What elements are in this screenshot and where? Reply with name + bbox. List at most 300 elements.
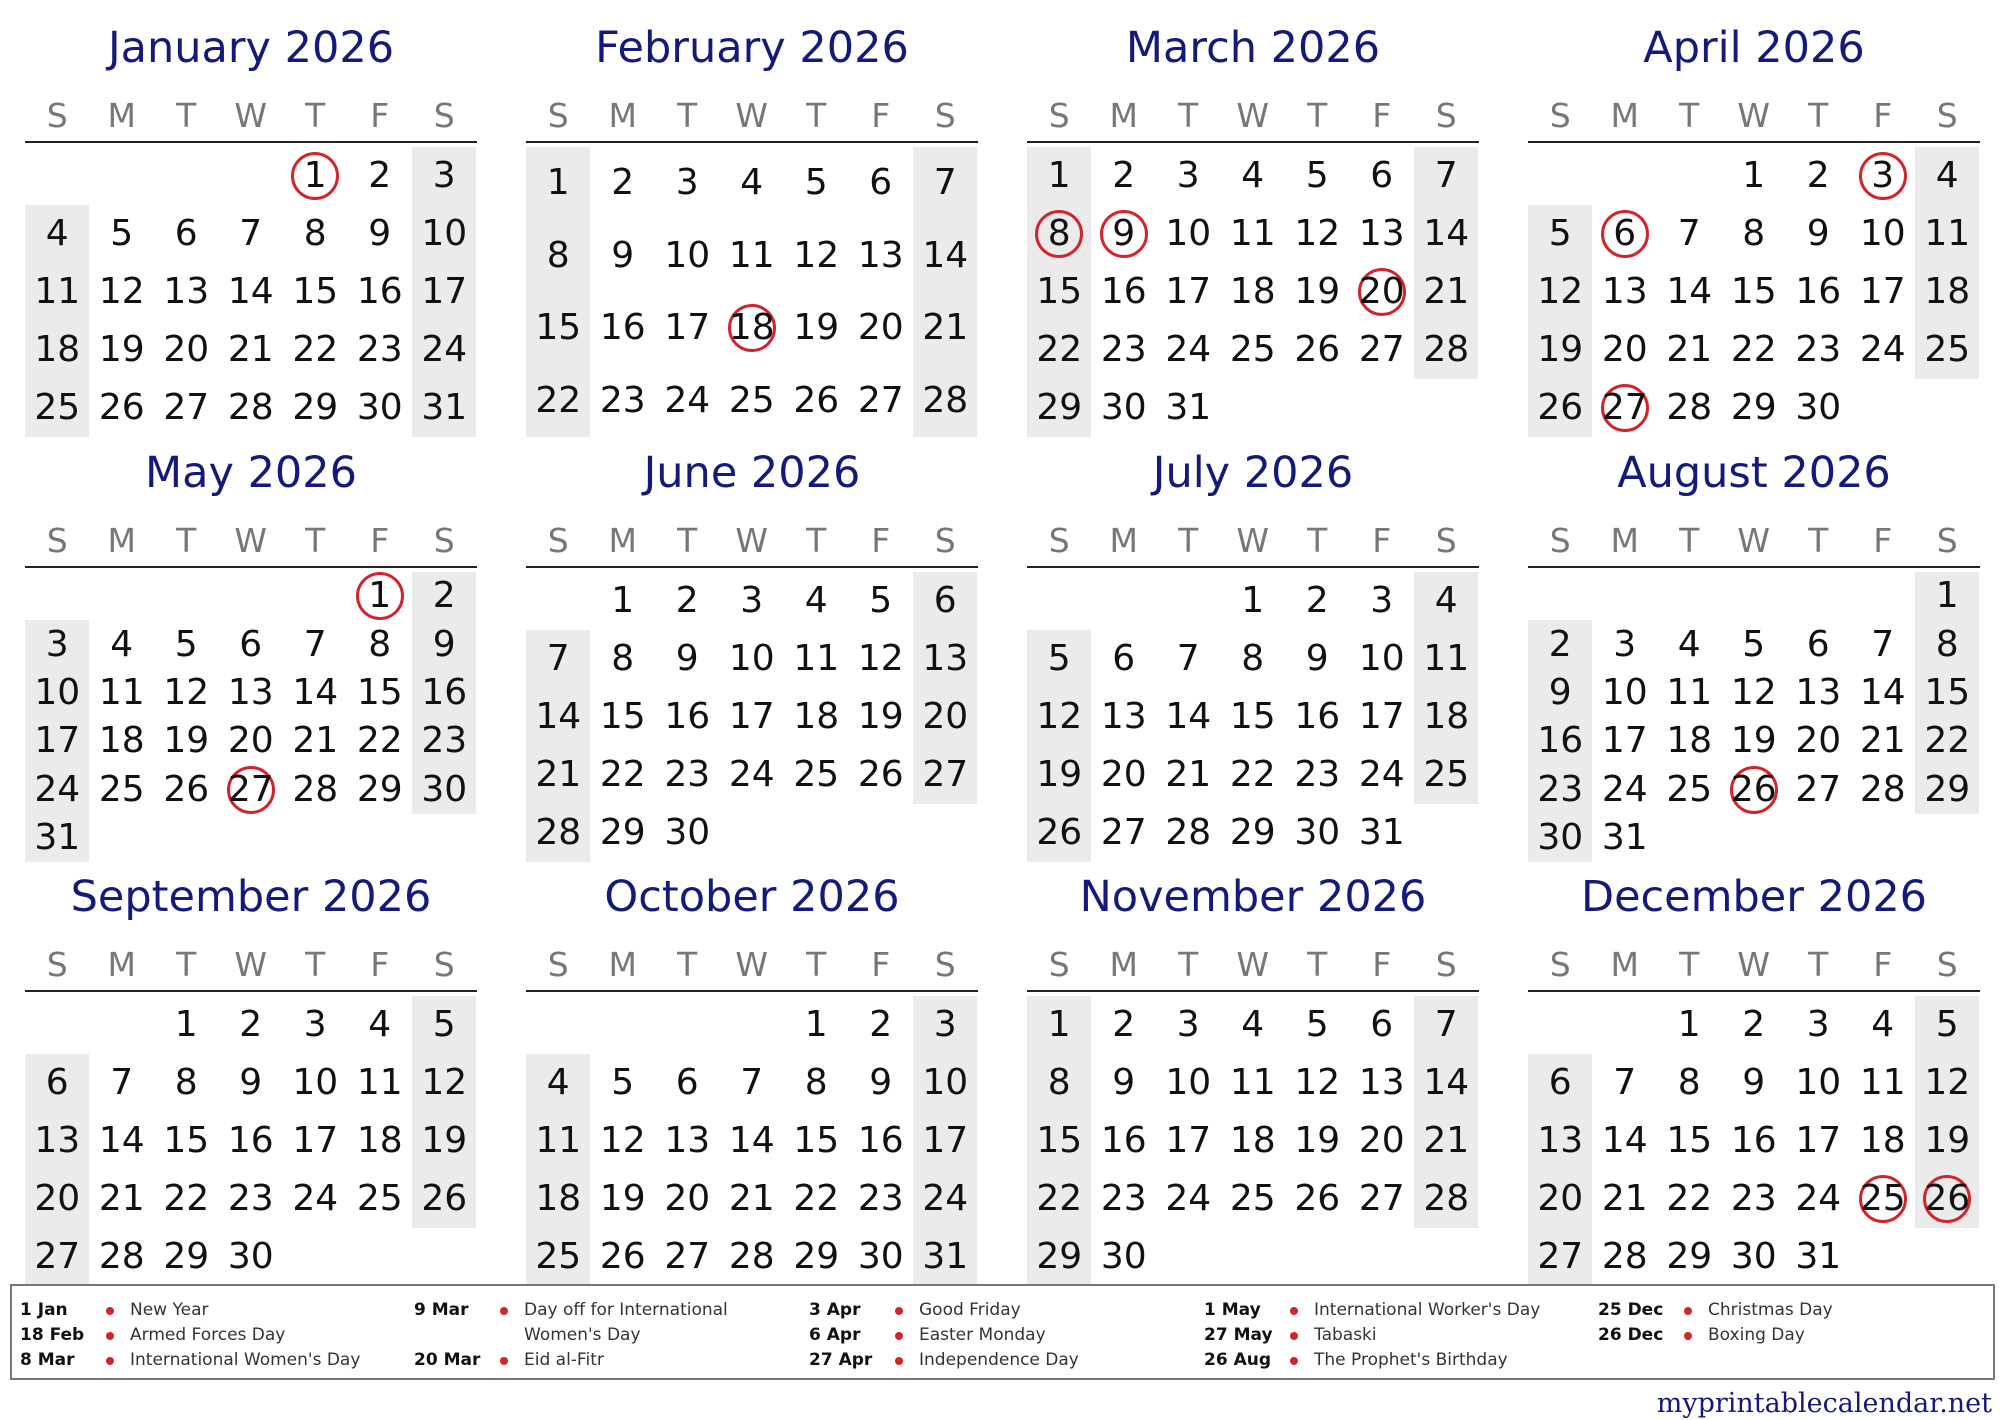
day-cell: 18	[1229, 1120, 1276, 1161]
day-cell: 29	[356, 768, 403, 810]
day-cell: 22	[1229, 754, 1276, 795]
header-rule	[25, 566, 477, 568]
day-cell: 16	[664, 696, 711, 737]
day-cell: 26	[1294, 329, 1341, 370]
day-cell: 6	[1806, 623, 1830, 665]
day-cell: 25	[535, 1236, 582, 1277]
holiday-dot-icon	[1290, 1307, 1298, 1315]
day-cell: 29	[1924, 768, 1971, 810]
day-cell: 10	[1165, 213, 1212, 254]
weekday-header: M	[107, 521, 136, 560]
day-cell: 15	[163, 1120, 210, 1161]
day-cell: 27	[1601, 387, 1648, 428]
weekday-header: T	[305, 521, 326, 560]
legend-holiday-name: Easter Monday	[919, 1325, 1046, 1345]
day-cell: 25	[356, 1178, 403, 1219]
day-cell: 17	[1358, 696, 1405, 737]
day-cell: 12	[1294, 213, 1341, 254]
day-cell: 17	[1165, 1120, 1212, 1161]
weekday-header: S	[1936, 96, 1958, 135]
day-cell: 26	[793, 379, 840, 421]
day-cell: 31	[421, 387, 468, 428]
day-cell: 31	[1165, 387, 1212, 428]
site-watermark[interactable]: myprintablecalendar.net	[1656, 1388, 1992, 1419]
day-cell: 12	[1036, 696, 1083, 737]
day-cell: 21	[1423, 271, 1470, 312]
day-cell: 13	[1601, 271, 1648, 312]
day-cell: 14	[1165, 696, 1212, 737]
day-cell: 26	[1537, 387, 1584, 428]
legend-date: 6 Apr	[809, 1325, 861, 1345]
day-cell: 23	[1100, 329, 1147, 370]
weekday-header: M	[1109, 96, 1138, 135]
day-cell: 27	[1358, 1178, 1405, 1219]
day-cell: 7	[1677, 213, 1701, 254]
day-cell: 5	[1305, 155, 1329, 196]
day-cell: 31	[1358, 812, 1405, 853]
day-cell: 7	[1434, 1004, 1458, 1045]
day-cell: 21	[1859, 720, 1906, 762]
day-cell: 25	[1229, 1178, 1276, 1219]
day-cell: 18	[1666, 720, 1713, 762]
holiday-dot-icon	[1290, 1332, 1298, 1340]
day-cell: 2	[432, 575, 456, 617]
day-cell: 2	[869, 1004, 893, 1045]
day-cell: 9	[239, 1062, 263, 1103]
day-cell: 11	[356, 1062, 403, 1103]
weekday-header: S	[547, 945, 569, 984]
weekday-header: S	[433, 945, 455, 984]
legend-holiday-name: Independence Day	[919, 1350, 1079, 1370]
day-cell: 2	[1742, 1004, 1766, 1045]
legend-holiday-name: Armed Forces Day	[130, 1325, 286, 1345]
day-cell: 7	[110, 1062, 134, 1103]
day-cell: 13	[1795, 671, 1842, 713]
day-cell: 20	[664, 1178, 711, 1219]
day-cell: 26	[857, 754, 904, 795]
legend-date: 18 Feb	[20, 1325, 85, 1345]
day-cell: 25	[34, 387, 81, 428]
day-cell: 18	[34, 329, 81, 370]
day-cell: 7	[1613, 1062, 1637, 1103]
day-cell: 13	[1358, 1062, 1405, 1103]
day-cell: 22	[1036, 1178, 1083, 1219]
day-cell: 6	[45, 1062, 69, 1103]
month-title: September 2026	[70, 872, 432, 922]
day-cell: 15	[1229, 696, 1276, 737]
weekday-header: S	[1936, 521, 1958, 560]
header-rule	[25, 141, 477, 143]
day-cell: 8	[368, 623, 392, 665]
legend-entry	[1204, 1323, 1594, 1348]
day-cell: 1	[1047, 155, 1071, 196]
day-cell: 3	[1871, 155, 1895, 196]
weekday-header: M	[1109, 945, 1138, 984]
day-cell: 7	[303, 623, 327, 665]
weekday-header: S	[433, 521, 455, 560]
day-cell: 12	[163, 671, 210, 713]
day-cell: 28	[535, 812, 582, 853]
day-cell: 18	[535, 1178, 582, 1219]
day-cell: 23	[1100, 1178, 1147, 1219]
day-cell: 3	[432, 155, 456, 196]
legend-entry	[20, 1298, 410, 1323]
day-cell: 29	[599, 812, 646, 853]
day-cell: 20	[34, 1178, 81, 1219]
legend-column	[20, 1298, 410, 1373]
day-cell: 17	[292, 1120, 339, 1161]
day-cell: 18	[1423, 696, 1470, 737]
day-cell: 1	[303, 155, 327, 196]
day-cell: 23	[857, 1178, 904, 1219]
day-cell: 13	[922, 638, 969, 679]
weekday-header: T	[176, 521, 197, 560]
day-cell: 25	[793, 754, 840, 795]
day-cell: 3	[740, 580, 764, 621]
day-cell: 10	[728, 638, 775, 679]
legend-entry	[20, 1323, 410, 1348]
day-cell: 15	[1924, 671, 1971, 713]
month-title: January 2026	[107, 23, 395, 73]
day-cell: 21	[922, 307, 969, 349]
day-cell: 15	[356, 671, 403, 713]
weekday-header: S	[46, 945, 68, 984]
day-cell: 28	[292, 768, 339, 810]
day-cell: 4	[45, 213, 69, 254]
day-cell: 1	[1935, 575, 1959, 617]
day-cell: 9	[1806, 213, 1830, 254]
day-cell: 8	[1047, 1062, 1071, 1103]
day-cell: 13	[1358, 213, 1405, 254]
day-cell: 6	[1548, 1062, 1572, 1103]
day-cell: 12	[857, 638, 904, 679]
weekday-header: T	[1178, 521, 1199, 560]
day-cell: 4	[740, 162, 764, 204]
day-cell: 28	[1666, 387, 1713, 428]
day-cell: 10	[1859, 213, 1906, 254]
day-cell: 30	[421, 768, 468, 810]
day-cell: 19	[421, 1120, 468, 1161]
day-cell: 30	[1795, 387, 1842, 428]
day-cell: 18	[1924, 271, 1971, 312]
month-title: December 2026	[1580, 872, 1928, 922]
day-cell: 8	[1742, 213, 1766, 254]
day-cell: 3	[933, 1004, 957, 1045]
day-cell: 31	[1795, 1236, 1842, 1277]
weekday-header: S	[46, 521, 68, 560]
day-cell: 2	[368, 155, 392, 196]
legend-holiday-name: Boxing Day	[1708, 1325, 1805, 1345]
day-cell: 13	[1100, 696, 1147, 737]
day-cell: 12	[421, 1062, 468, 1103]
legend-holiday-name: Tabaski	[1314, 1325, 1377, 1345]
day-cell: 1	[804, 1004, 828, 1045]
weekday-header: F	[370, 521, 390, 560]
day-cell: 7	[740, 1062, 764, 1103]
day-cell: 23	[1537, 768, 1584, 810]
day-cell: 20	[922, 696, 969, 737]
legend-holiday-name: Good Friday	[919, 1300, 1021, 1320]
day-cell: 8	[1047, 213, 1071, 254]
weekday-header: S	[547, 521, 569, 560]
weekday-header: F	[871, 96, 891, 135]
day-cell: 14	[1423, 1062, 1470, 1103]
day-cell: 11	[1924, 213, 1971, 254]
day-cell: 6	[174, 213, 198, 254]
month-block	[25, 20, 477, 437]
day-cell: 5	[869, 580, 893, 621]
day-cell: 30	[1100, 1236, 1147, 1277]
day-cell: 8	[804, 1062, 828, 1103]
day-cell: 27	[664, 1236, 711, 1277]
holiday-dot-icon	[895, 1357, 903, 1365]
day-cell: 13	[664, 1120, 711, 1161]
day-cell: 5	[1047, 638, 1071, 679]
day-cell: 11	[793, 638, 840, 679]
day-cell: 17	[34, 720, 81, 762]
day-cell: 14	[535, 696, 582, 737]
day-cell: 5	[1935, 1004, 1959, 1045]
weekday-header: W	[1236, 945, 1270, 984]
month-title: March 2026	[1125, 23, 1381, 73]
day-cell: 11	[34, 271, 81, 312]
holiday-legend	[10, 1284, 1995, 1380]
day-cell: 22	[292, 329, 339, 370]
header-rule	[526, 566, 978, 568]
day-cell: 6	[869, 162, 893, 204]
day-cell: 29	[793, 1236, 840, 1277]
day-cell: 12	[1537, 271, 1584, 312]
weekday-header: S	[1435, 945, 1457, 984]
day-cell: 16	[227, 1120, 274, 1161]
day-cell: 22	[163, 1178, 210, 1219]
day-cell: 19	[1294, 1120, 1341, 1161]
day-cell: 23	[1294, 754, 1341, 795]
day-cell: 24	[1165, 1178, 1212, 1219]
day-cell: 4	[1871, 1004, 1895, 1045]
weekday-header: T	[806, 521, 827, 560]
day-cell: 25	[1666, 768, 1713, 810]
legend-holiday-name: Eid al-Fitr	[524, 1350, 604, 1370]
day-cell: 17	[421, 271, 468, 312]
weekday-header: S	[1549, 945, 1571, 984]
header-rule	[25, 990, 477, 992]
day-cell: 27	[857, 379, 904, 421]
weekday-header: F	[370, 945, 390, 984]
header-rule	[1528, 141, 1980, 143]
day-cell: 4	[1677, 623, 1701, 665]
day-cell: 20	[1537, 1178, 1584, 1219]
day-cell: 1	[1047, 1004, 1071, 1045]
day-cell: 30	[1100, 387, 1147, 428]
header-rule	[1027, 141, 1479, 143]
day-cell: 5	[432, 1004, 456, 1045]
day-cell: 11	[1229, 213, 1276, 254]
weekday-header: F	[1873, 945, 1893, 984]
day-cell: 30	[1294, 812, 1341, 853]
weekday-header: T	[305, 945, 326, 984]
weekday-header: T	[806, 945, 827, 984]
day-cell: 10	[34, 671, 81, 713]
day-cell: 24	[1795, 1178, 1842, 1219]
day-cell: 20	[227, 720, 274, 762]
day-cell: 9	[1112, 213, 1136, 254]
day-cell: 18	[1229, 271, 1276, 312]
day-cell: 28	[1601, 1236, 1648, 1277]
month-block	[25, 869, 477, 1286]
day-cell: 2	[1806, 155, 1830, 196]
weekday-header: S	[1549, 521, 1571, 560]
day-cell: 7	[1871, 623, 1895, 665]
day-cell: 27	[1537, 1236, 1584, 1277]
day-cell: 19	[1036, 754, 1083, 795]
day-cell: 27	[1358, 329, 1405, 370]
day-cell: 25	[1924, 329, 1971, 370]
day-cell: 1	[174, 1004, 198, 1045]
day-cell: 15	[292, 271, 339, 312]
day-cell: 7	[1176, 638, 1200, 679]
legend-column	[809, 1298, 1199, 1373]
day-cell: 3	[303, 1004, 327, 1045]
weekday-header: T	[176, 945, 197, 984]
day-cell: 25	[728, 379, 775, 421]
day-cell: 4	[1241, 155, 1265, 196]
day-cell: 12	[98, 271, 145, 312]
day-cell: 8	[1677, 1062, 1701, 1103]
day-cell: 28	[1423, 1178, 1470, 1219]
day-cell: 10	[922, 1062, 969, 1103]
month-block	[526, 445, 978, 862]
month-title: May 2026	[145, 448, 357, 498]
day-cell: 25	[1229, 329, 1276, 370]
day-cell: 10	[1165, 1062, 1212, 1103]
day-cell: 16	[421, 671, 468, 713]
day-cell: 20	[1358, 271, 1405, 312]
day-cell: 4	[1935, 155, 1959, 196]
day-cell: 27	[163, 387, 210, 428]
day-cell: 23	[227, 1178, 274, 1219]
weekday-header: M	[608, 96, 637, 135]
weekday-header: W	[234, 945, 268, 984]
day-cell: 29	[292, 387, 339, 428]
weekday-header: W	[1737, 945, 1771, 984]
day-cell: 10	[421, 213, 468, 254]
day-cell: 21	[1165, 754, 1212, 795]
weekday-header: W	[735, 96, 769, 135]
day-cell: 27	[227, 768, 274, 810]
day-cell: 28	[728, 1236, 775, 1277]
day-cell: 23	[421, 720, 468, 762]
day-cell: 23	[1795, 329, 1842, 370]
legend-column	[414, 1298, 804, 1373]
day-cell: 5	[611, 1062, 635, 1103]
day-cell: 22	[793, 1178, 840, 1219]
day-cell: 28	[98, 1236, 145, 1277]
day-cell: 24	[1601, 768, 1648, 810]
day-cell: 20	[1601, 329, 1648, 370]
legend-holiday-name: Women's Day	[524, 1325, 641, 1345]
day-cell: 26	[1730, 768, 1777, 810]
day-cell: 2	[1112, 155, 1136, 196]
day-cell: 7	[1434, 155, 1458, 196]
weekday-header: T	[677, 945, 698, 984]
day-cell: 11	[1859, 1062, 1906, 1103]
day-cell: 2	[1305, 580, 1329, 621]
legend-holiday-name: International Women's Day	[130, 1350, 361, 1370]
weekday-header: W	[1236, 521, 1270, 560]
day-cell: 21	[1601, 1178, 1648, 1219]
day-cell: 6	[239, 623, 263, 665]
day-cell: 16	[1100, 271, 1147, 312]
day-cell: 28	[227, 387, 274, 428]
day-cell: 26	[421, 1178, 468, 1219]
day-cell: 14	[728, 1120, 775, 1161]
day-cell: 23	[599, 379, 646, 421]
weekday-header: T	[176, 96, 197, 135]
day-cell: 22	[599, 754, 646, 795]
weekday-header: M	[107, 945, 136, 984]
weekday-header: T	[1307, 945, 1328, 984]
weekday-header: F	[871, 521, 891, 560]
month-title: February 2026	[595, 23, 909, 73]
month-title: November 2026	[1079, 872, 1427, 922]
holiday-dot-icon	[106, 1307, 114, 1315]
day-cell: 29	[1229, 812, 1276, 853]
header-rule	[1528, 566, 1980, 568]
day-cell: 12	[793, 234, 840, 276]
weekday-header: T	[1307, 96, 1328, 135]
weekday-header: T	[677, 96, 698, 135]
month-block	[1528, 869, 1980, 1286]
header-rule	[1027, 990, 1479, 992]
day-cell: 3	[45, 623, 69, 665]
day-cell: 19	[1294, 271, 1341, 312]
day-cell: 11	[1229, 1062, 1276, 1103]
day-cell: 21	[535, 754, 582, 795]
legend-entry	[1204, 1298, 1594, 1323]
weekday-header: M	[1109, 521, 1138, 560]
holiday-dot-icon	[1684, 1332, 1692, 1340]
day-cell: 17	[728, 696, 775, 737]
weekday-header: S	[433, 96, 455, 135]
legend-entry	[414, 1323, 804, 1348]
day-cell: 17	[1859, 271, 1906, 312]
weekday-header: S	[1936, 945, 1958, 984]
day-cell: 30	[1730, 1236, 1777, 1277]
day-cell: 5	[174, 623, 198, 665]
day-cell: 21	[1423, 1120, 1470, 1161]
legend-date: 26 Dec	[1598, 1325, 1664, 1345]
month-block	[1528, 445, 1980, 862]
legend-date: 1 May	[1204, 1300, 1261, 1320]
day-cell: 22	[1036, 329, 1083, 370]
day-cell: 9	[1305, 638, 1329, 679]
weekday-header: W	[1737, 96, 1771, 135]
day-cell: 1	[546, 162, 570, 204]
day-cell: 16	[356, 271, 403, 312]
holiday-dot-icon	[106, 1332, 114, 1340]
legend-date: 3 Apr	[809, 1300, 861, 1320]
weekday-header: W	[1236, 96, 1270, 135]
day-cell: 14	[1601, 1120, 1648, 1161]
day-cell: 16	[1730, 1120, 1777, 1161]
day-cell: 14	[292, 671, 339, 713]
day-cell: 6	[675, 1062, 699, 1103]
day-cell: 26	[1924, 1178, 1971, 1219]
day-cell: 29	[163, 1236, 210, 1277]
day-cell: 20	[1100, 754, 1147, 795]
day-cell: 17	[922, 1120, 969, 1161]
